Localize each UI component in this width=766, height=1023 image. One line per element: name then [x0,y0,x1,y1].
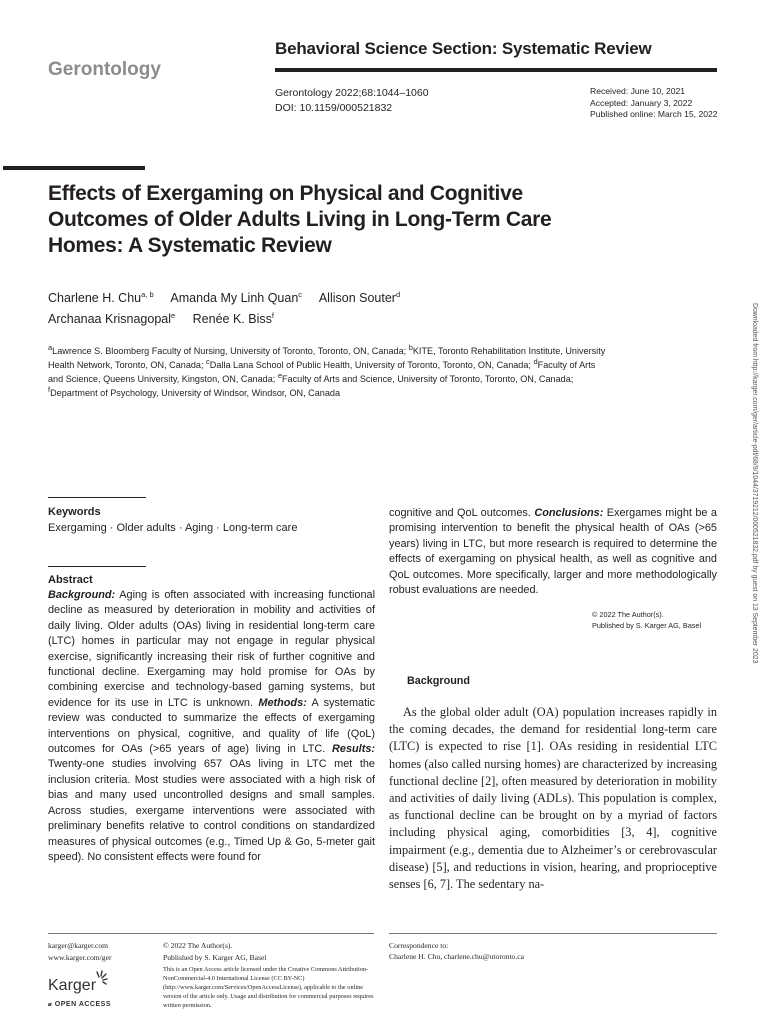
methods-text: A systematic review was conducted to summarize the effects of exergaming interventions on physical, cognitive, and quality of life (QoL) outcomes for OAs (>65 years of age) living in LTC. [48,696,376,756]
publisher-contact [48,940,111,963]
correspondence [389,940,524,962]
keywords-text: Exergaming · Older adults · Aging · Long-term care [48,522,298,534]
karger-logo-mark-icon [94,970,108,989]
background-label: Background: [48,589,116,601]
affiliation: Department of Psychology, University of Windsor, Windsor, ON, Canada [50,388,341,398]
affil-sup: b [408,342,413,352]
author [170,291,302,305]
doi[interactable]: DOI: 10.1159/000521832 [275,102,393,114]
author [319,291,400,305]
author-name: Archanaa Krisnagopal [48,312,171,326]
journal-name: Gerontology [48,59,161,80]
open-access-badge [48,1001,111,1009]
article-title: Effects of Exergaming on Physical and Cognitive Outcomes of Older Adults Living in Long-Term Care Homes: A Systematic Review [48,182,552,257]
abstract-text-col1 [48,588,375,865]
footer-rule-left [48,933,374,934]
results-text: Twenty-one studies involving 657 OAs living in LTC met the inclusion criteria. Most studies were associated with a high risk of bias and many used uncontrolled designs and small samples. Across studies, exergame interventions were associated with preliminary benefits relative to control conditions on standardized measures of physical outcomes (e.g., Timed Up & Go, 5-meter gait speed). No consistent effects were found for [48,758,375,863]
methods-label: Methods: [258,696,307,709]
affiliation: Lawrence S. Bloomberg Faculty of Nursing, University of Toronto, Toronto, ON, Canada; [52,346,409,356]
author [193,312,274,326]
keywords-heading: Keywords [48,506,101,518]
abstract-heading: Abstract [48,574,93,586]
author-name: Charlene H. Chu [48,291,142,305]
author-sup: e [171,310,176,320]
background-body: As the global older adult (OA) population increases rapidly in the coming decades, the demand for residential long-term care (LTC) is expected to rise [1]. OAs residing in residential LTC homes (also called nursing homes) are characterized by increasing functional decline [2], often measured by deterioration in mobility and activities of daily living (ADLs). This population is complex, as functional decline can be brought on by a myriad of factors including physical aging, comorbidities [3, 4], cognitive impairment (e.g., dementia due to Alzheimer’s or cerebrovascular disease) [5], and reductions in vision, hearing, and proprioceptive senses [6, 7]. The sedentary na- [389,705,717,892]
copyright-line: © 2022 The Author(s). [592,610,664,619]
open-lock-icon: 𝒶 [48,1001,53,1008]
abstract-rule [48,566,146,567]
author-sup: f [271,310,274,320]
affil-sup: a [48,342,53,352]
author-name: Renée K. Biss [192,312,272,326]
footer-publisher-line: Published by S. Karger AG, Basel [163,952,267,962]
conclusions-label: Conclusions: [534,507,604,519]
affil-sup: f [48,384,51,394]
publisher-line: Published by S. Karger AG, Basel [592,621,702,630]
background-heading: Background [407,675,470,687]
section-rule [275,68,717,72]
affiliations [48,344,608,400]
keywords-rule [48,497,146,498]
author-sup: a, b [141,289,154,299]
license-text: This is an Open Access article licensed under the Creative Commons Attribution-NonCommercial-4.0 International License (CC BY-NC) (http://www.karger.com/Services/OpenAccessLicense), applicable to the online version of the article only. Usage and distribution for commercial purposes requires written permission. [163,966,374,1009]
download-sidebar [744,303,764,664]
published-date: Published online: March 15, 2022 [590,109,718,119]
received-date: Received: June 10, 2021 [590,86,686,96]
author-sup: d [395,289,401,299]
affil-sup: c [206,356,210,366]
affiliation: KITE, Toronto Rehabilitation Institute, University Health Network, Toronto, ON, Canada; [48,346,606,370]
footer-copyright-line: © 2022 The Author(s). [163,941,233,950]
open-access-label: OPEN ACCESS [54,1001,111,1008]
affiliation: Dalla Lana School of Public Health, University of Toronto, Toronto, ON, Canada; [209,360,534,370]
karger-logo: Karger [48,977,97,994]
title-rule [3,166,145,170]
publisher-email[interactable]: karger@karger.com [48,941,109,950]
author-list [48,288,568,330]
abstract-continued: cognitive and QoL outcomes. [389,507,535,519]
footer-copyright [163,940,266,963]
affil-sup: e [277,370,282,380]
accepted-date: Accepted: January 3, 2022 [590,97,693,108]
dates-block [590,86,718,121]
author [48,312,175,326]
author [48,291,154,305]
conclusions-text: Exergames might be a promising intervention to benefit the physical health of OAs (>65 years) living in LTC, but more research is required to determine the effects of exergaming on physical health, as well as cognitive and QoL outcomes. More specifically, larger and more methodologically robust evaluations are needed. [389,507,717,597]
download-note: Downloaded from http://karger.com/ger/article-pdf/68/9/1044/3719212/000521832.pdf by guest on 13 September 2023 [751,303,758,664]
affil-sup: d [533,356,538,366]
correspondence-contact: Charlene H. Chu, charlene.chu@utoronto.ca [389,952,524,961]
author-sup: c [298,289,303,299]
citation: Gerontology 2022;68:1044–1060 [275,87,429,99]
abstract-text-col2 [389,506,717,598]
section-title: Behavioral Science Section: Systematic Review [275,39,652,58]
affiliation: Faculty of Arts and Science, Queens University, Kingston, ON, Canada; [48,360,596,384]
citation-block [275,86,429,116]
author-name: Amanda My Linh Quan [170,291,299,305]
footer-rule-right [389,933,717,934]
abstract-copyright [592,609,701,631]
background-text: Aging is often associated with increasing functional decline as measured by deterioration in mobility and activities of daily living. Older adults (OAs) living in residential long-term care (LTC) homes in particular may not engage in regular physical exercise, significantly increasing their risk of further cognitive and functional decline. Exergaming may hold promise for OAs by combining exercise and technology-based gaming systems, but evidence for its use in LTC is unknown. [48,589,375,709]
affiliation: Faculty of Arts and Science, University of Toronto, Toronto, ON, Canada; [282,374,574,384]
results-label: Results: [332,743,375,756]
publisher-website[interactable]: www.karger.com/ger [48,952,112,962]
correspondence-label: Correspondence to: [389,941,449,950]
karger-burst-icon [94,970,108,986]
author-name: Allison Souter [318,291,396,305]
